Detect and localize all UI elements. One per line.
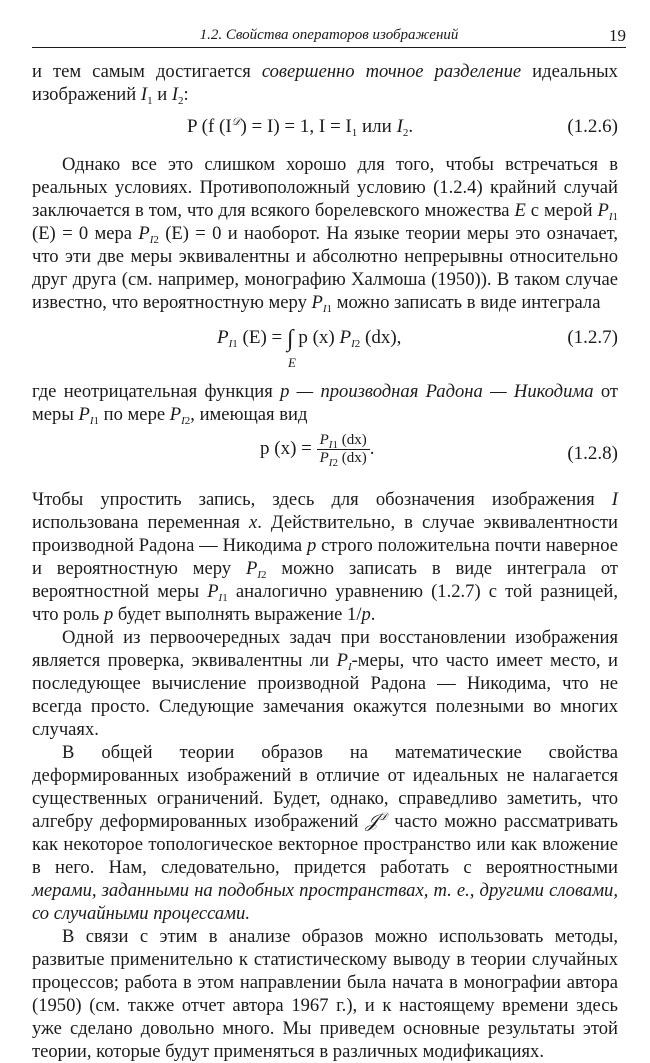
fraction: $\frac{P_{I1} (dx)}{P_{I2} (dx)}$: [317, 432, 370, 467]
section-title: 1.2. Свойства операторов изображений: [199, 27, 459, 43]
equation-expression: $P_{I1}$ (E) = ∫ E p (x) $P_{I2}$ (dx),: [217, 326, 402, 370]
paragraph-1: и тем самым достигается совершенно точное разделение идеальных изображений $I_1$ и $I_2$:: [32, 61, 618, 107]
paragraph-2: Однако все это слишком хорошо для того, чтобы встречаться в реальных условиях. Противоположный условию (1.2.4) крайний случай заключается в том, что для всякого борелевского множества E с мерой $P_{I1}$ (E) = 0 мера $P_{I2}$ (E) = 0 и наоборот. На языке теории меры это означает, что эти две меры эквивалентны и абсолютно непрерывны относительно друг друга (см. например, монографию Халмоша (1950)). В таком случае известно, что вероятностную меру $P_{I1}$ можно записать в виде интеграла: [32, 154, 619, 315]
equation-1-2-8: [32, 430, 618, 486]
paragraph-3: где неотрицательная функция p — производная Радона — Никодима от меры $P_{I1}$ по мере $P_{I2}$, имеющая вид: [32, 381, 619, 427]
paragraph-6: В общей теории образов на математические свойства деформированных изображений в отличие от идеальных не налагается существенных ограничений. Будет, однако, справедливо заметить, что алгебру деформированных изображений 𝒥$^𝒟$ часто можно рассматривать как некоторое топологическое векторное пространство или как вложение в него. Нам, следовательно, придется работать с вероятностными мерами, заданными на подобных пространствах, т. е., другими словами, со случайными процессами.: [32, 742, 618, 924]
equation-1-2-6: [32, 111, 618, 151]
paragraph-5: Одной из первоочередных задач при восстановлении изображения является проверка, эквивалентны ли $P_I$-меры, что часто имеет место, и последующее вычисление производной Радона — Никодима, что не всегда просто. Следующие замечания окажутся полезными во многих случаях.: [32, 627, 618, 740]
equation-1-2-7: [32, 320, 618, 378]
page-body: [32, 60, 618, 1063]
paragraph-4: Чтобы упростить запись, здесь для обозначения изображения I использована переменная x. Действительно, в случае эквивалентности производной Радона — Никодима p строго положительна почти наверное и вероятностную меру $P_{I2}$ можно записать в виде интеграла от вероятностной меры $P_{I1}$ аналогично уравнению (1.2.7) с той разницей, что роль p будет выполнять выражение 1/p.: [32, 489, 618, 625]
equation-expression: p (x) = $\frac{P_{I1} (dx)}{P_{I2} (dx)}$ .: [260, 432, 375, 469]
equation-number: (1.2.7): [567, 327, 618, 348]
running-head: [32, 25, 626, 48]
equation-number: (1.2.6): [567, 116, 618, 137]
equation-expression: P (f $(I^𝒟) = I) = 1$, $I = I_1$ или $I_2$.: [187, 115, 414, 139]
page-number: 19: [609, 26, 626, 45]
integral-sign: ∫ E: [287, 326, 296, 370]
paragraph-7: В связи с этим в анализе образов можно использовать методы, развитые применительно к статистическому выводу в теории случайных процессов; работа в этом направлении была начата в монографии автора (1950) (см. также отчет автора 1967 г.), и к настоящему времени здесь уже сделано довольно много. Мы приведем основные результаты этой теории, которые будут применяться в различных модификациях.: [32, 926, 618, 1062]
equation-number: (1.2.8): [567, 443, 618, 464]
